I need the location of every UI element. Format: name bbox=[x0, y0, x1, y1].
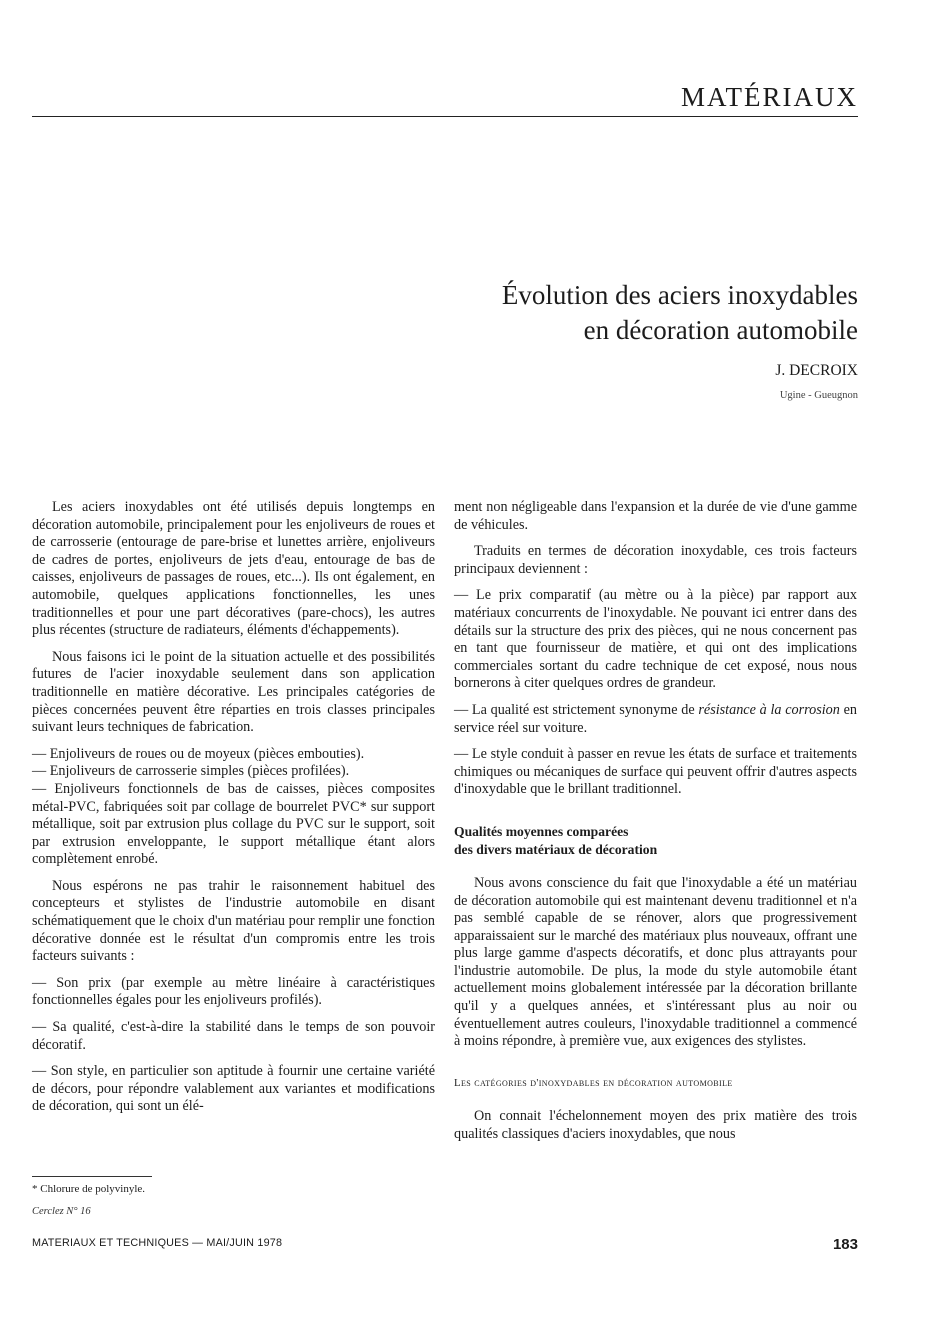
left-column bbox=[32, 499, 435, 1125]
page-number: 183 bbox=[832, 1236, 858, 1253]
article-title bbox=[502, 278, 858, 348]
list-item: — Enjoliveurs fonctionnels de bas de caisses, pièces composites métal-PVC, fabriquées soit par collage de bourrelet PVC* sur support métallique, soit par extrusion plus collage du PVC sur le support, soit par extrusion enveloppante, le support métallique étant alors complètement enrobé. bbox=[32, 780, 435, 868]
factor-item: — Son prix (par exemple au mètre linéaire à caractéristiques fonctionnelles égales pour les enjoliveurs profilés). bbox=[32, 974, 435, 1009]
factor-item bbox=[454, 702, 857, 737]
right-column bbox=[454, 499, 857, 1153]
parts-list bbox=[32, 746, 435, 869]
article-author: J. DECROIX bbox=[775, 362, 858, 379]
author-affiliation: Ugine - Gueugnon bbox=[779, 390, 858, 401]
factor-item: — Le prix comparatif (au mètre ou à la pièce) par rapport aux matériaux concurrents de l'inoxydable. Ne pouvant ici entrer dans des détails sur la structure des prix des pièces, qui ne nous concernent pas en tant que fournisseur de matière, et qui ont des implications commerciales sortant du cadre technique de cet exposé, nous nous bornerons à citer quelques ordres de grandeur. bbox=[454, 587, 857, 692]
list-item: — Enjoliveurs de roues ou de moyeux (pièces embouties). bbox=[32, 745, 365, 762]
paragraph: Nous avons conscience du fait que l'inoxydable a été un matériau de décoration automobile qui est maintenant devenu traditionnel et n'a pas semblé capable de se rénover, alors que progressivement apparaissaient sur le marché des matériaux plus nouveaux, offrant une plus large gamme d'aspects décoratifs, et donc plus attrayants pour l'industrie automobile. De plus, la mode du style automobile étant actuellement moins globalement intéressée par la décoration brillante qu'il y a quelques années, et s'intéressant plus au noir ou éventuellement autres couleurs, l'inoxydable traditionnel a commencé à moins répondre, à première vue, aux exigences des stylistes. bbox=[454, 874, 857, 1050]
text-run: — La qualité est strictement synonyme de bbox=[454, 701, 699, 718]
paragraph: ment non négligeable dans l'expansion et la durée de vie d'une gamme de véhicules. bbox=[454, 499, 857, 533]
subsection-heading-line-2: des divers matériaux de décoration bbox=[454, 841, 658, 857]
subsection-heading-line-1: Qualités moyennes comparées bbox=[454, 823, 629, 839]
footnote: * Chlorure de polyvinyle. bbox=[32, 1183, 146, 1195]
subsection-heading bbox=[454, 823, 857, 859]
list-item: — Enjoliveurs de carrosserie simples (pièces profilées). bbox=[32, 763, 350, 780]
journal-footer: MATERIAUX ET TECHNIQUES — MAI/JUIN 1978 bbox=[32, 1237, 283, 1249]
factor-item: — Son style, en particulier son aptitude à fournir une certaine variété de décors, pour répondre valablement aux variantes et modifications de décoration, qui sont un élé- bbox=[32, 1063, 435, 1115]
article-title-line-2: en décoration automobile bbox=[583, 315, 858, 345]
section-heading: MATÉRIAUX bbox=[681, 82, 858, 112]
factor-item: — Sa qualité, c'est-à-dire la stabilité dans le temps de son pouvoir décoratif. bbox=[32, 1019, 435, 1053]
smallcaps-heading: Les catégories d'inoxydables en décoration automobile bbox=[454, 1076, 733, 1089]
paragraph: On connait l'échelonnement moyen des prix matière des trois qualités classiques d'aciers inoxydables, que nous bbox=[454, 1108, 857, 1143]
reader-service-note: Cerclez N° 16 bbox=[32, 1206, 91, 1217]
paragraph: Les aciers inoxydables ont été utilisés depuis longtemps en décoration automobile, principalement pour les enjoliveurs de roues et de carrosserie (entourage de pare-brise et lunettes arrière, enjoliveurs de cadres de portes, enjoliveurs de jets d'eau, entourage de bas de caisses, enjoliveurs de passages de roues, etc...). Ils ont également, en automobile, quelques applications fonctionnelles, les unes traditionnelles et pour une part décoratives (pare-chocs), les autres plus récentes (structure de radiateurs, éléments d'échappements). bbox=[32, 499, 435, 639]
emphasis-text: résistance à la corrosion bbox=[698, 701, 840, 718]
article-title-line-1: Évolution des aciers inoxydables bbox=[501, 280, 858, 310]
paragraph: Nous faisons ici le point de la situation actuelle et des possibilités futures de l'acier inoxydable seulement dans son application traditionnelle en matière décorative. Les principales catégories de pièces concernées peuvent être réparties en trois classes principales suivant leurs techniques de fabrication. bbox=[32, 648, 435, 736]
footnote-rule bbox=[32, 1176, 152, 1177]
paragraph: Nous espérons ne pas trahir le raisonnement habituel des concepteurs et stylistes de l'industrie automobile en disant schématiquement que le choix d'un matériau pour remplir une fonction décorative donnée est le résultat d'un compromis entre les trois facteurs suivants : bbox=[32, 877, 435, 965]
factor-item: — Le style conduit à passer en revue les états de surface et traitements chimiques ou mécaniques de surface qui peuvent offrir d'autres aspects d'inoxydable que le brillant traditionnel. bbox=[454, 746, 857, 798]
header-rule bbox=[32, 116, 858, 117]
text-run: en service réel sur voiture. bbox=[454, 701, 857, 736]
paragraph: Traduits en termes de décoration inoxydable, ces trois facteurs principaux deviennent : bbox=[454, 543, 857, 577]
